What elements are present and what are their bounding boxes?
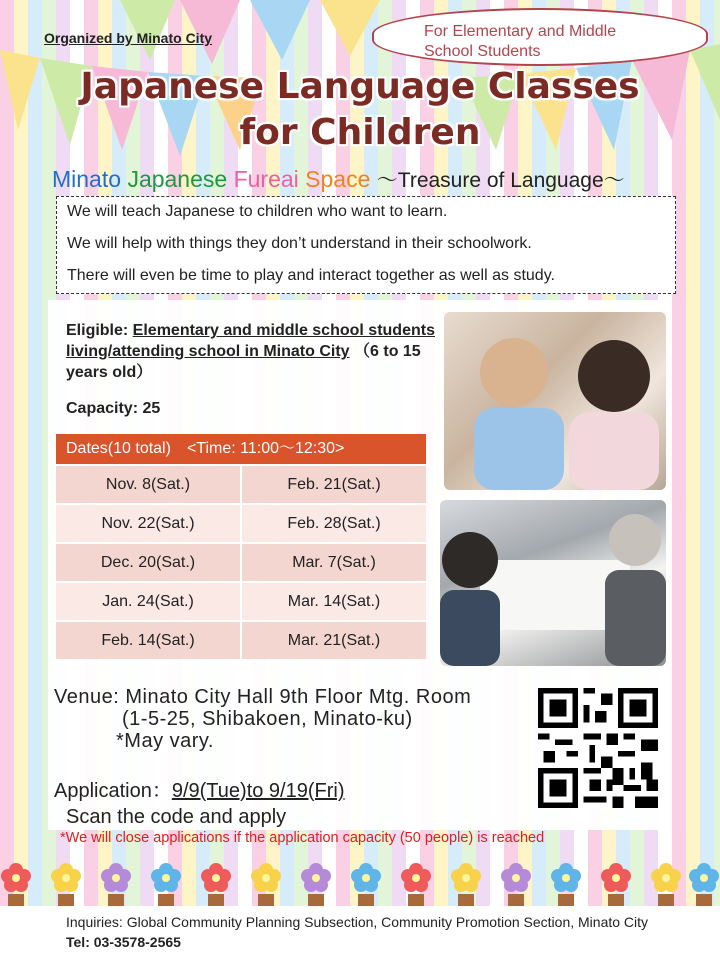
qr-code-icon[interactable] [538,688,658,808]
capacity-notice: *We will close applications if the application capacity (50 people) is reached [60,830,545,846]
date-cell: Nov. 8(Sat.) [56,466,240,503]
subtitle-treasure: 〜Treasure of Language〜 [376,169,625,192]
flower-icon [0,858,720,910]
intro-line: We will help with things they don’t understand in their schoolwork. [67,235,532,252]
application-dates: 9/9(Tue)to 9/19(Fri) [171,780,345,802]
date-cell: Feb. 14(Sat.) [56,622,240,659]
inquiries-tel[interactable]: Tel: 03-3578-2565 [66,934,181,950]
intro-line: We will teach Japanese to children who want to learn. [67,203,448,220]
inquiries-footer [0,906,720,960]
capacity: Capacity: 25 [66,400,161,417]
venue-line-1: Venue: Minato City Hall 9th Floor Mtg. Room [54,686,472,708]
date-cell: Mar. 7(Sat.) [242,544,426,581]
target-bubble-text [424,22,684,62]
children-photo-2 [440,500,666,666]
classroom-image [440,500,666,666]
organizer-label: Organized by Minato City [44,30,213,46]
dates-header: Dates(10 total) <Time: 11:00〜12:30> [56,434,426,464]
venue-line-2: (1-5-25, Shibakoen, Minato-ku) [122,708,413,730]
date-cell: Mar. 14(Sat.) [242,583,426,620]
eligible-label: Eligible: [66,322,133,339]
subtitle-fureai: Fureai [233,166,299,192]
target-line-1: For Elementary and Middle [424,23,617,40]
application-label: Application： [54,780,172,802]
scan-instruction: Scan the code and apply [66,806,287,828]
venue-line-3: *May vary. [116,730,214,752]
page-title-line-2: for Children [239,112,481,153]
inquiries-text: Inquiries: Global Community Planning Subsection, Community Promotion Section, Minato City [66,914,649,930]
venue-info [54,686,471,752]
date-cell: Nov. 22(Sat.) [56,505,240,542]
children-photo-1 [444,312,666,490]
application-period [54,774,345,803]
children-studying-image [444,312,666,490]
subtitle-minato: Minato [52,166,122,192]
subtitle-space: Space [305,166,371,192]
date-cell: Feb. 21(Sat.) [242,466,426,503]
eligible-text: Elementary and middle school students living/attending school in Minato City [66,322,435,360]
program-subtitle [52,164,625,194]
date-cell: Feb. 28(Sat.) [242,505,426,542]
date-cell: Mar. 21(Sat.) [242,622,426,659]
target-line-2: School Students [424,43,541,60]
subtitle-japanese: Japanese [127,166,228,192]
dates-table [56,466,426,659]
date-cell: Jan. 24(Sat.) [56,583,240,620]
intro-line: There will even be time to play and interact together as well as study. [67,267,555,284]
intro-box [56,196,676,294]
page-title-line-1: Japanese Language Classes [80,66,640,107]
eligibility [66,320,446,383]
eligible-ages: （6 to 15 years old） [66,343,421,381]
date-cell: Dec. 20(Sat.) [56,544,240,581]
